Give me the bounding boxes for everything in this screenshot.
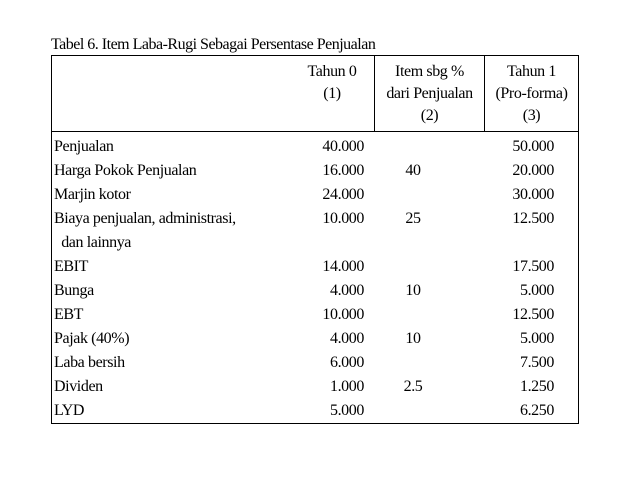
cell-tahun-1: 12.500	[512, 210, 554, 227]
header-line: dari Penjualan	[386, 85, 473, 102]
header-line: Item sbg %	[395, 63, 464, 80]
cell-persen: 2.5	[403, 378, 423, 395]
cell-tahun-1: 20.000	[512, 162, 554, 179]
row-label: Marjin kotor	[54, 186, 131, 203]
row-label: Biaya penjualan, administrasi,	[54, 210, 236, 227]
cell-tahun-1: 12.500	[512, 306, 554, 323]
income-statement-table	[51, 55, 579, 424]
cell-persen: 10	[405, 282, 421, 299]
table-row	[52, 255, 578, 279]
row-label: EBT	[54, 306, 84, 323]
cell-tahun-1: 7.500	[519, 354, 554, 371]
cell-tahun-0: 24.000	[322, 186, 364, 203]
header-line: Tahun 1	[507, 63, 556, 80]
table-row	[52, 279, 578, 303]
table-row	[52, 375, 578, 399]
header-line: Tahun 0	[307, 63, 357, 80]
cell-persen: 40	[405, 162, 421, 179]
cell-tahun-1: 5.000	[519, 330, 554, 347]
table-row	[52, 327, 578, 351]
table-row	[52, 135, 578, 159]
cell-tahun-0: 1.000	[329, 378, 364, 395]
cell-tahun-0: 16.000	[322, 162, 364, 179]
cell-tahun-1: 1.250	[519, 378, 554, 395]
header-line: (Pro-forma)	[495, 85, 568, 102]
row-label: Penjualan	[54, 138, 114, 155]
cell-tahun-0: 4.000	[329, 330, 364, 347]
row-label: Bunga	[54, 282, 94, 299]
table-row	[52, 351, 578, 375]
cell-tahun-1: 30.000	[512, 186, 554, 203]
header-tahun-0	[292, 61, 372, 105]
cell-tahun-1: 5.000	[519, 282, 554, 299]
table-row	[52, 183, 578, 207]
table-header	[52, 56, 578, 132]
row-label: LYD	[54, 402, 85, 419]
cell-tahun-0: 40.000	[322, 138, 364, 155]
table-caption: Tabel 6. Item Laba-Rugi Sebagai Persentase Penjualan	[51, 36, 376, 53]
cell-tahun-0: 10.000	[322, 210, 364, 227]
cell-tahun-0: 6.000	[329, 354, 364, 371]
table-row	[52, 231, 578, 255]
header-line: (3)	[522, 107, 541, 124]
cell-tahun-0: 10.000	[322, 306, 364, 323]
table-row	[52, 399, 578, 423]
table-row	[52, 159, 578, 183]
cell-tahun-0: 5.000	[329, 402, 364, 419]
row-label: dan lainnya	[54, 234, 131, 251]
cell-persen: 25	[405, 210, 421, 227]
row-label: Pajak (40%)	[54, 330, 130, 347]
header-persen	[375, 61, 484, 127]
header-line: (1)	[323, 85, 341, 102]
row-label: Dividen	[54, 378, 103, 395]
cell-tahun-1: 17.500	[512, 258, 554, 275]
table-row	[52, 303, 578, 327]
cell-tahun-1: 6.250	[519, 402, 554, 419]
header-line: (2)	[420, 107, 439, 124]
cell-tahun-0: 4.000	[329, 282, 364, 299]
header-tahun-1	[485, 61, 578, 127]
cell-persen: 10	[405, 330, 421, 347]
cell-tahun-1: 50.000	[512, 138, 554, 155]
table-row	[52, 207, 578, 231]
row-label: Laba bersih	[54, 354, 125, 371]
row-label: EBIT	[54, 258, 88, 275]
row-label: Harga Pokok Penjualan	[54, 162, 197, 179]
cell-tahun-0: 14.000	[322, 258, 364, 275]
